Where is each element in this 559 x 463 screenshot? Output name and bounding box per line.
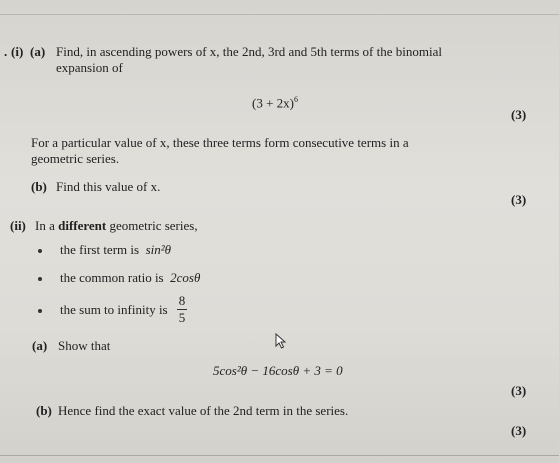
mark-part-i-b: (3) [511, 192, 527, 207]
part-i-a-text-line1: Find, in ascending powers of x, the 2nd, 3rd and 5th terms of the binomial [56, 44, 442, 59]
part-ii-a-label: (a) [32, 338, 48, 353]
part-i-a-text-line2: expansion of [56, 60, 123, 75]
mark-part-ii-a: (3) [511, 383, 527, 398]
equation-show-that: 5cos²θ − 16cosθ + 3 = 0 [213, 363, 343, 378]
bullet-first-term: the first term is sin²θ [60, 242, 172, 257]
part-i-label: (i) [11, 44, 24, 59]
mark-part-i-a: (3) [511, 107, 527, 122]
bullet-sum-to-infinity: the sum to infinity is [60, 302, 168, 317]
bullet-common-ratio: the common ratio is 2cosθ [60, 270, 201, 285]
mark-part-ii-b: (3) [511, 423, 527, 438]
bottom-rule [0, 455, 559, 456]
binomial-exponent: 6 [294, 95, 298, 104]
part-i-b-label: (b) [31, 179, 47, 194]
top-rule [0, 14, 559, 15]
common-ratio-math: 2cosθ [170, 270, 201, 285]
binomial-expression: $(3 + 2x)^6$ [252, 95, 298, 111]
fraction-denominator: 5 [178, 310, 186, 325]
bullet-icon [38, 277, 42, 281]
bullet-icon [38, 309, 42, 313]
sum-to-infinity-fraction [177, 294, 187, 325]
para-consecutive-line2: geometric series. [31, 151, 120, 166]
first-term-math: sin²θ [145, 242, 172, 257]
different-emphasis: different [58, 218, 107, 233]
part-i-b-text: Find this value of x. [56, 179, 161, 194]
part-i-a-label: (a) [30, 44, 46, 59]
part-ii-label: (ii) [10, 218, 26, 233]
question-number-prefix: . [4, 44, 8, 59]
part-ii-intro: In a different geometric series, [35, 218, 198, 233]
part-ii-b-text: Hence find the exact value of the 2nd term in the series. [58, 403, 349, 418]
fraction-numerator: 8 [178, 293, 186, 308]
mouse-cursor-icon [275, 333, 287, 349]
bullet-icon [38, 249, 42, 253]
para-consecutive-line1: For a particular value of x, these three terms form consecutive terms in a [31, 135, 409, 150]
part-ii-b-label: (b) [36, 403, 52, 418]
part-ii-a-text: Show that [58, 338, 111, 353]
